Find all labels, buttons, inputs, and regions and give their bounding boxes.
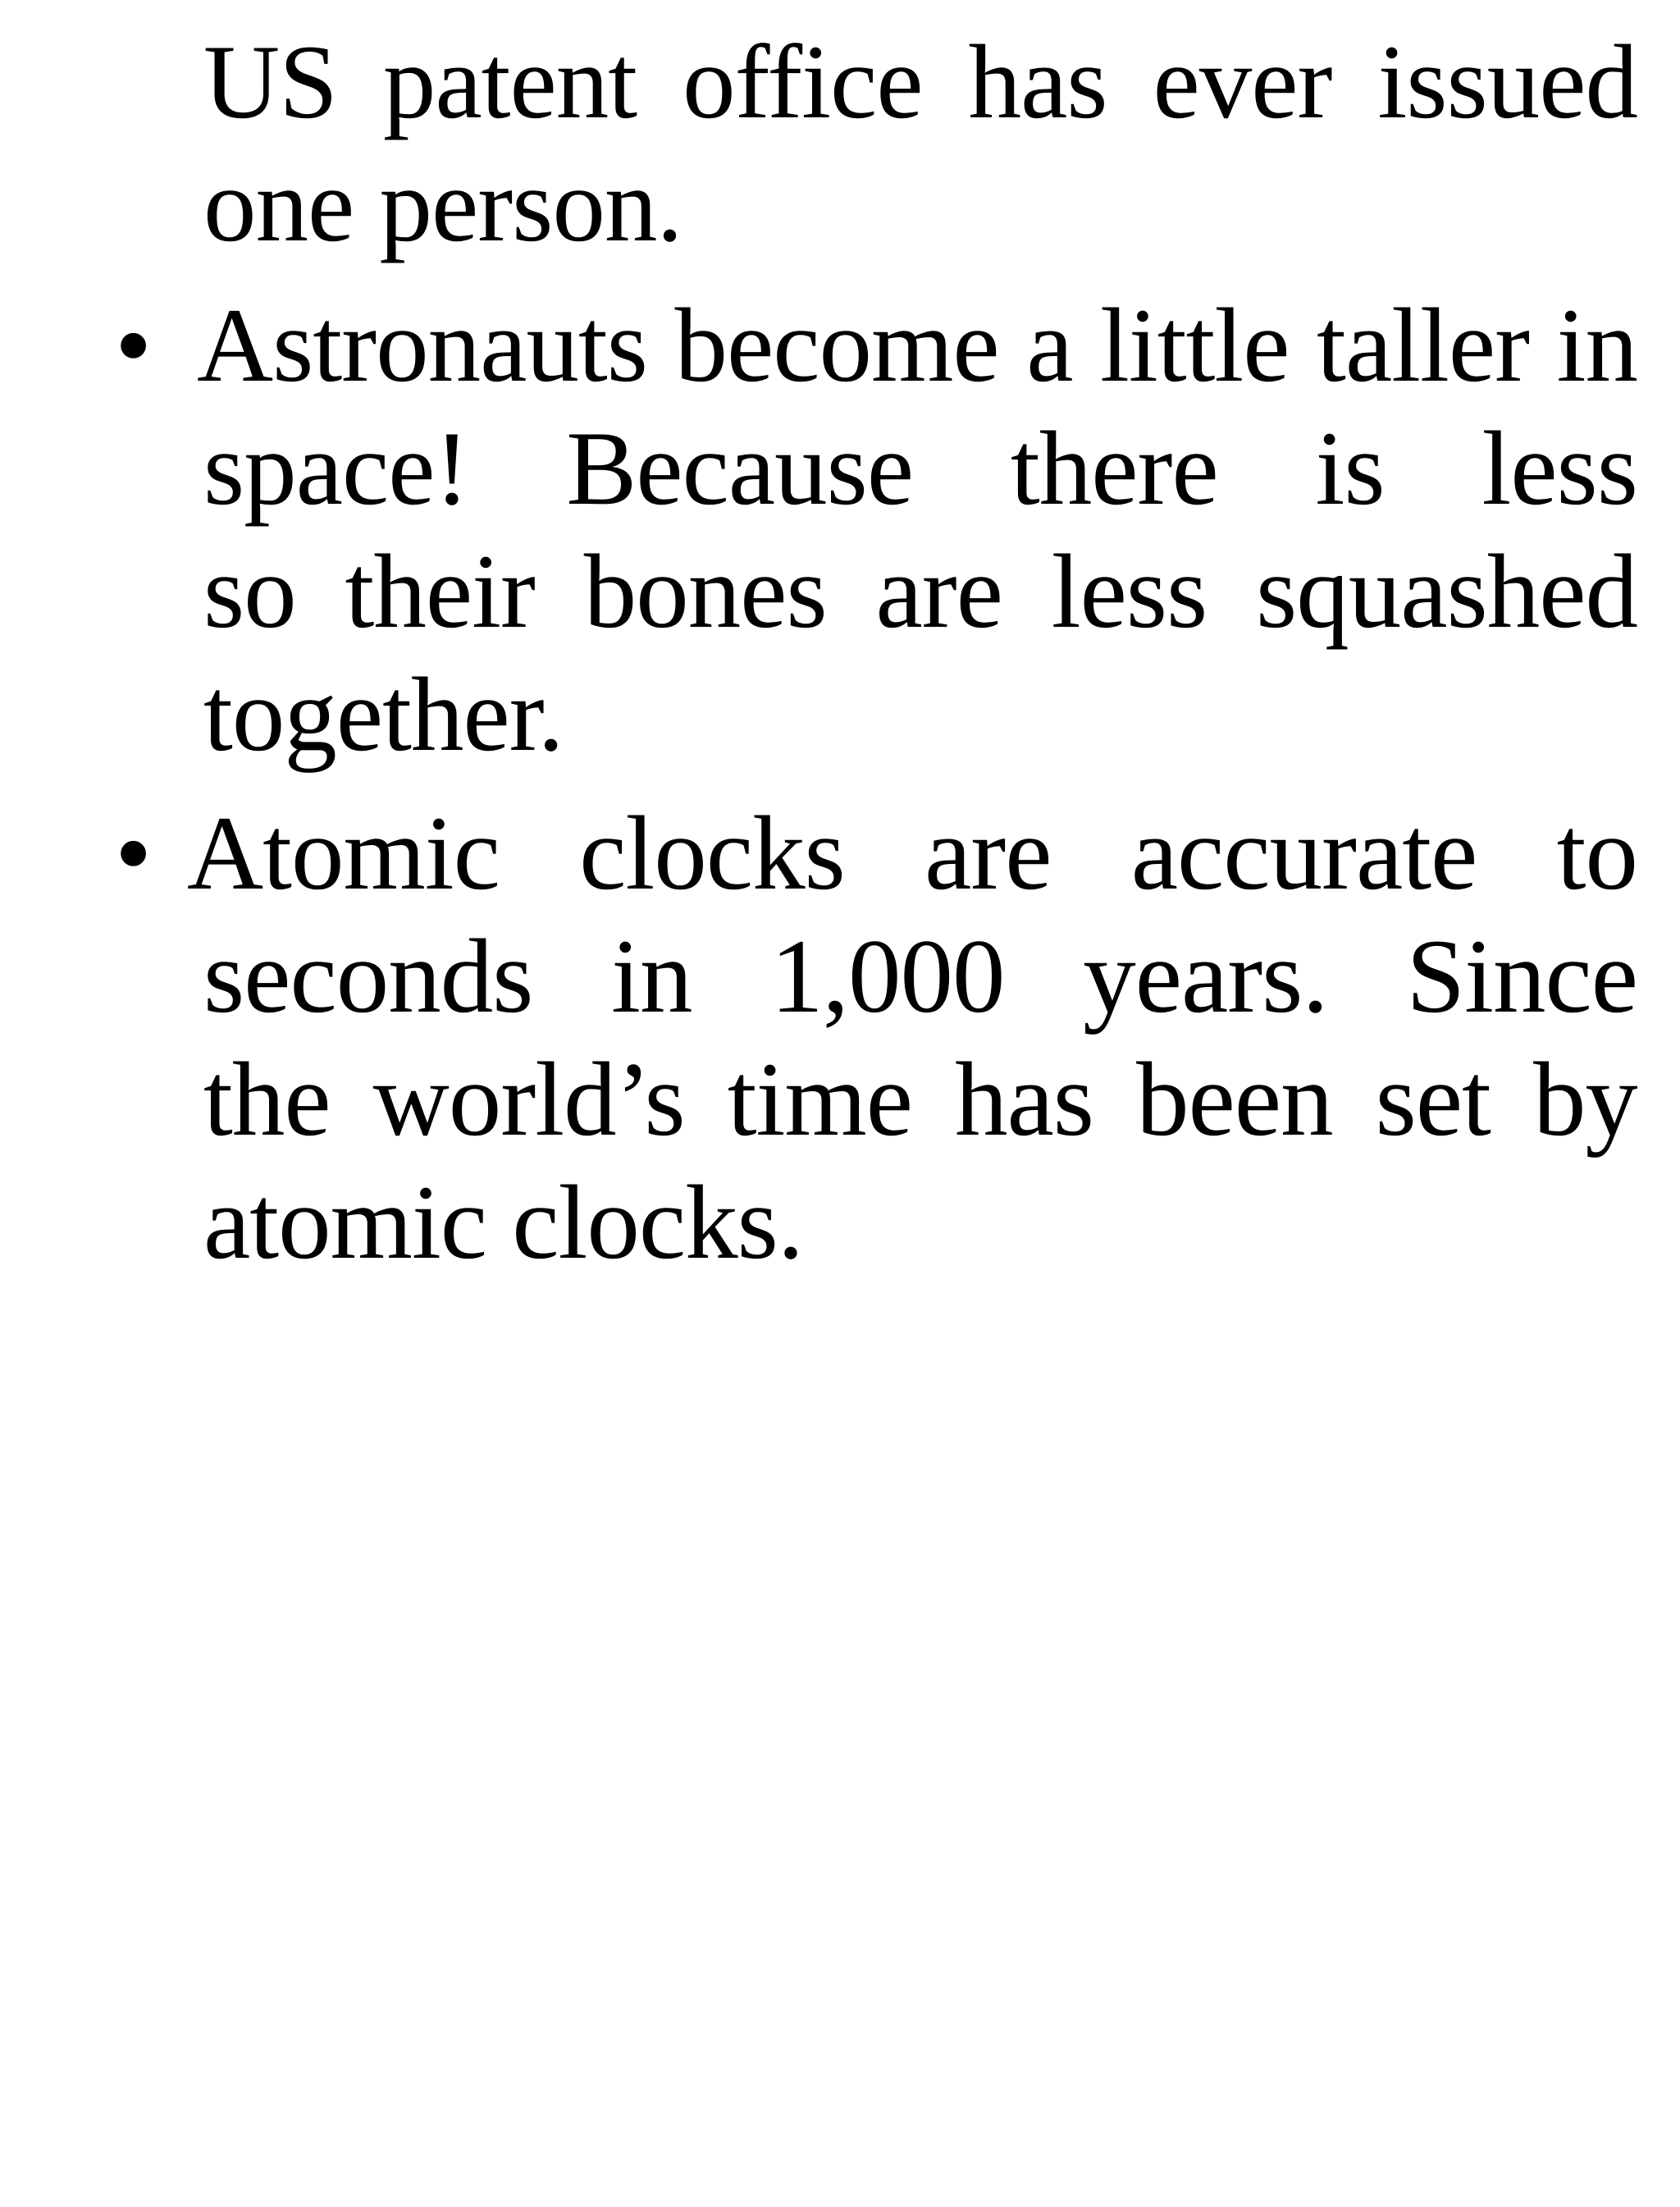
list-item-line: space! Because there is less	[203, 409, 1637, 527]
list-item-line: Astronauts become a little taller in	[197, 286, 1637, 404]
bullet-marker: •	[115, 794, 153, 912]
list-item-line: the world’s time has been set by	[203, 1040, 1637, 1158]
bullet-marker: •	[115, 286, 153, 404]
list-item-line: Atomic clocks are accurate to	[187, 794, 1637, 912]
paragraph-line: one person.	[203, 146, 682, 263]
list-item-line: so their bones are less squashed	[203, 532, 1637, 650]
paragraph-line: US patent office has ever issued	[203, 23, 1637, 140]
list-item-line: together.	[203, 656, 564, 773]
list-item-line: atomic clocks.	[203, 1163, 804, 1281]
list-item-line: seconds in 1,000 years. Since	[203, 917, 1637, 1035]
